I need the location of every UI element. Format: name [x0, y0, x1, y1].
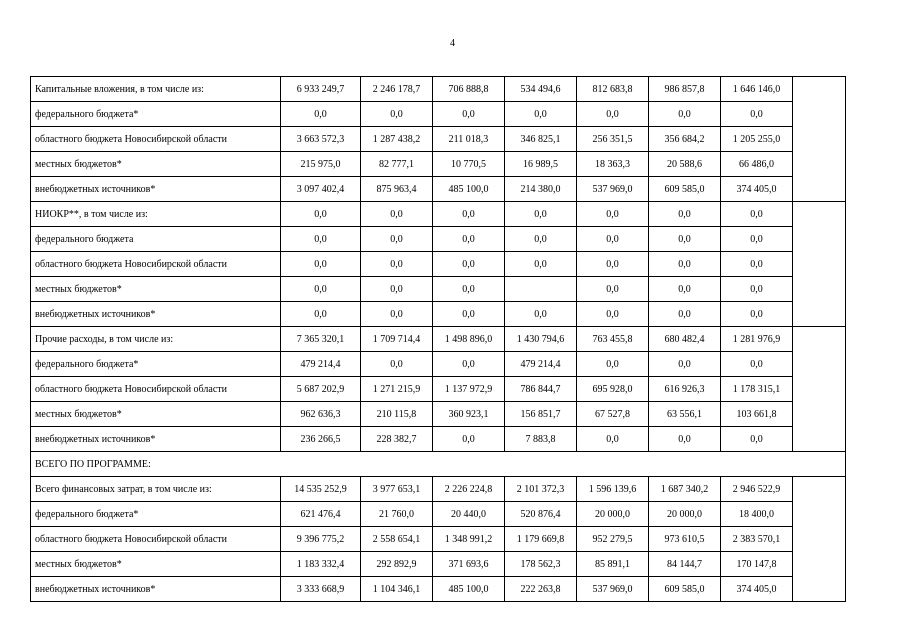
- table-row: [31, 202, 846, 227]
- table-row: [31, 527, 846, 552]
- value-cell: 534 494,6: [505, 77, 577, 102]
- value-cell: 2 101 372,3: [505, 477, 577, 502]
- value-cell: 1 498 896,0: [433, 327, 505, 352]
- row-label: федерального бюджета*: [31, 352, 281, 377]
- value-cell: 0,0: [577, 302, 649, 327]
- value-cell: 2 383 570,1: [721, 527, 793, 552]
- financing-table: [30, 76, 846, 602]
- value-cell: 0,0: [361, 277, 433, 302]
- table-row: [31, 102, 846, 127]
- value-cell: 0,0: [649, 252, 721, 277]
- value-cell: 0,0: [281, 202, 361, 227]
- value-cell: 0,0: [649, 302, 721, 327]
- value-cell: 3 333 668,9: [281, 577, 361, 602]
- value-cell: 479 214,4: [505, 352, 577, 377]
- value-cell: 67 527,8: [577, 402, 649, 427]
- value-cell: 1 596 139,6: [577, 477, 649, 502]
- value-cell: 2 558 654,1: [361, 527, 433, 552]
- row-label: внебюджетных источников*: [31, 177, 281, 202]
- row-label: внебюджетных источников*: [31, 577, 281, 602]
- row-label: областного бюджета Новосибирской области: [31, 252, 281, 277]
- value-cell: 0,0: [361, 202, 433, 227]
- value-cell: 0,0: [361, 102, 433, 127]
- value-cell: 3 977 653,1: [361, 477, 433, 502]
- value-cell: 14 535 252,9: [281, 477, 361, 502]
- value-cell: 1 287 438,2: [361, 127, 433, 152]
- value-cell: 0,0: [505, 252, 577, 277]
- notes-cell: [793, 202, 846, 327]
- table-row: [31, 402, 846, 427]
- row-label: НИОКР**, в том числе из:: [31, 202, 281, 227]
- value-cell: 0,0: [281, 227, 361, 252]
- row-label: федерального бюджета*: [31, 502, 281, 527]
- value-cell: 20 588,6: [649, 152, 721, 177]
- value-cell: 952 279,5: [577, 527, 649, 552]
- table-row: [31, 177, 846, 202]
- value-cell: 0,0: [281, 252, 361, 277]
- table-row: [31, 577, 846, 602]
- value-cell: 616 926,3: [649, 377, 721, 402]
- value-cell: 0,0: [577, 352, 649, 377]
- value-cell: 962 636,3: [281, 402, 361, 427]
- table-row: [31, 277, 846, 302]
- value-cell: 2 226 224,8: [433, 477, 505, 502]
- table-row: [31, 552, 846, 577]
- row-label: Капитальные вложения, в том числе из:: [31, 77, 281, 102]
- value-cell: 20 000,0: [649, 502, 721, 527]
- value-cell: 0,0: [433, 302, 505, 327]
- value-cell: 356 684,2: [649, 127, 721, 152]
- value-cell: 0,0: [649, 277, 721, 302]
- row-label: областного бюджета Новосибирской области: [31, 377, 281, 402]
- value-cell: 0,0: [505, 202, 577, 227]
- value-cell: 211 018,3: [433, 127, 505, 152]
- value-cell: 85 891,1: [577, 552, 649, 577]
- value-cell: 986 857,8: [649, 77, 721, 102]
- row-label: областного бюджета Новосибирской области: [31, 527, 281, 552]
- value-cell: 0,0: [433, 427, 505, 452]
- row-label: областного бюджета Новосибирской области: [31, 127, 281, 152]
- value-cell: 0,0: [721, 202, 793, 227]
- table-row: [31, 127, 846, 152]
- table-row: [31, 227, 846, 252]
- value-cell: 1 348 991,2: [433, 527, 505, 552]
- table-row: [31, 77, 846, 102]
- value-cell: 7 883,8: [505, 427, 577, 452]
- value-cell: 0,0: [433, 277, 505, 302]
- value-cell: 82 777,1: [361, 152, 433, 177]
- value-cell: 609 585,0: [649, 577, 721, 602]
- value-cell: 0,0: [577, 427, 649, 452]
- value-cell: 0,0: [577, 252, 649, 277]
- value-cell: 228 382,7: [361, 427, 433, 452]
- value-cell: 374 405,0: [721, 177, 793, 202]
- value-cell: 0,0: [281, 302, 361, 327]
- value-cell: 2 246 178,7: [361, 77, 433, 102]
- value-cell: 0,0: [361, 352, 433, 377]
- value-cell: 1 183 332,4: [281, 552, 361, 577]
- value-cell: 346 825,1: [505, 127, 577, 152]
- value-cell: 0,0: [649, 102, 721, 127]
- row-label: внебюджетных источников*: [31, 427, 281, 452]
- value-cell: 3 097 402,4: [281, 177, 361, 202]
- value-cell: 1 178 315,1: [721, 377, 793, 402]
- row-label: местных бюджетов*: [31, 402, 281, 427]
- value-cell: 20 000,0: [577, 502, 649, 527]
- value-cell: 1 430 794,6: [505, 327, 577, 352]
- value-cell: 292 892,9: [361, 552, 433, 577]
- value-cell: 1 687 340,2: [649, 477, 721, 502]
- value-cell: 0,0: [505, 227, 577, 252]
- value-cell: 0,0: [577, 102, 649, 127]
- value-cell: 6 933 249,7: [281, 77, 361, 102]
- table-row: [31, 477, 846, 502]
- page-number: 4: [450, 38, 455, 49]
- value-cell: 0,0: [361, 252, 433, 277]
- value-cell: 222 263,8: [505, 577, 577, 602]
- table-row: [31, 302, 846, 327]
- value-cell: 0,0: [577, 202, 649, 227]
- table-row: [31, 327, 846, 352]
- value-cell: 16 989,5: [505, 152, 577, 177]
- value-cell: 18 363,3: [577, 152, 649, 177]
- value-cell: 1 709 714,4: [361, 327, 433, 352]
- value-cell: 0,0: [721, 102, 793, 127]
- value-cell: 1 137 972,9: [433, 377, 505, 402]
- value-cell: 0,0: [649, 352, 721, 377]
- value-cell: 706 888,8: [433, 77, 505, 102]
- row-label: местных бюджетов*: [31, 152, 281, 177]
- row-label: федерального бюджета*: [31, 102, 281, 127]
- value-cell: 215 975,0: [281, 152, 361, 177]
- value-cell: 0,0: [721, 277, 793, 302]
- value-cell: 973 610,5: [649, 527, 721, 552]
- value-cell: 621 476,4: [281, 502, 361, 527]
- value-cell: 0,0: [361, 227, 433, 252]
- value-cell: 695 928,0: [577, 377, 649, 402]
- value-cell: 0,0: [721, 227, 793, 252]
- value-cell: 812 683,8: [577, 77, 649, 102]
- value-cell: 360 923,1: [433, 402, 505, 427]
- value-cell: [505, 277, 577, 302]
- row-label: федерального бюджета: [31, 227, 281, 252]
- value-cell: 1 104 346,1: [361, 577, 433, 602]
- value-cell: 0,0: [721, 302, 793, 327]
- value-cell: 0,0: [577, 277, 649, 302]
- table-row: [31, 502, 846, 527]
- value-cell: 0,0: [433, 202, 505, 227]
- value-cell: 84 144,7: [649, 552, 721, 577]
- value-cell: 20 440,0: [433, 502, 505, 527]
- value-cell: 485 100,0: [433, 177, 505, 202]
- notes-cell: [793, 477, 846, 602]
- table-row: [31, 427, 846, 452]
- value-cell: 2 946 522,9: [721, 477, 793, 502]
- value-cell: 0,0: [649, 202, 721, 227]
- notes-cell: [793, 327, 846, 452]
- value-cell: 0,0: [281, 277, 361, 302]
- value-cell: 0,0: [361, 302, 433, 327]
- value-cell: 371 693,6: [433, 552, 505, 577]
- value-cell: 0,0: [505, 102, 577, 127]
- table-row: [31, 252, 846, 277]
- row-label: местных бюджетов*: [31, 277, 281, 302]
- value-cell: 9 396 775,2: [281, 527, 361, 552]
- value-cell: 0,0: [505, 302, 577, 327]
- value-cell: 0,0: [649, 427, 721, 452]
- value-cell: 0,0: [433, 102, 505, 127]
- value-cell: 7 365 320,1: [281, 327, 361, 352]
- value-cell: 520 876,4: [505, 502, 577, 527]
- value-cell: 1 205 255,0: [721, 127, 793, 152]
- row-label: внебюджетных источников*: [31, 302, 281, 327]
- row-label: местных бюджетов*: [31, 552, 281, 577]
- value-cell: 66 486,0: [721, 152, 793, 177]
- value-cell: 18 400,0: [721, 502, 793, 527]
- value-cell: 0,0: [433, 227, 505, 252]
- value-cell: 0,0: [433, 252, 505, 277]
- table-row: [31, 352, 846, 377]
- value-cell: 103 661,8: [721, 402, 793, 427]
- total-heading: ВСЕГО ПО ПРОГРАММЕ:: [31, 452, 846, 477]
- value-cell: 178 562,3: [505, 552, 577, 577]
- value-cell: 214 380,0: [505, 177, 577, 202]
- value-cell: 3 663 572,3: [281, 127, 361, 152]
- notes-cell: [793, 77, 846, 202]
- value-cell: 0,0: [281, 102, 361, 127]
- value-cell: 1 646 146,0: [721, 77, 793, 102]
- value-cell: 156 851,7: [505, 402, 577, 427]
- value-cell: 537 969,0: [577, 177, 649, 202]
- value-cell: 0,0: [721, 352, 793, 377]
- value-cell: 479 214,4: [281, 352, 361, 377]
- value-cell: 786 844,7: [505, 377, 577, 402]
- value-cell: 609 585,0: [649, 177, 721, 202]
- value-cell: 210 115,8: [361, 402, 433, 427]
- value-cell: 0,0: [721, 427, 793, 452]
- value-cell: 63 556,1: [649, 402, 721, 427]
- row-label: Прочие расходы, в том числе из:: [31, 327, 281, 352]
- value-cell: 236 266,5: [281, 427, 361, 452]
- value-cell: 0,0: [577, 227, 649, 252]
- value-cell: 485 100,0: [433, 577, 505, 602]
- value-cell: 256 351,5: [577, 127, 649, 152]
- total-heading-row: [31, 452, 846, 477]
- table-row: [31, 377, 846, 402]
- value-cell: 1 179 669,8: [505, 527, 577, 552]
- value-cell: 875 963,4: [361, 177, 433, 202]
- value-cell: 1 281 976,9: [721, 327, 793, 352]
- value-cell: 0,0: [433, 352, 505, 377]
- value-cell: 1 271 215,9: [361, 377, 433, 402]
- value-cell: 763 455,8: [577, 327, 649, 352]
- value-cell: 0,0: [649, 227, 721, 252]
- row-label: Всего финансовых затрат, в том числе из:: [31, 477, 281, 502]
- value-cell: 10 770,5: [433, 152, 505, 177]
- value-cell: 537 969,0: [577, 577, 649, 602]
- value-cell: 21 760,0: [361, 502, 433, 527]
- value-cell: 374 405,0: [721, 577, 793, 602]
- value-cell: 170 147,8: [721, 552, 793, 577]
- value-cell: 5 687 202,9: [281, 377, 361, 402]
- value-cell: 0,0: [721, 252, 793, 277]
- table-row: [31, 152, 846, 177]
- value-cell: 680 482,4: [649, 327, 721, 352]
